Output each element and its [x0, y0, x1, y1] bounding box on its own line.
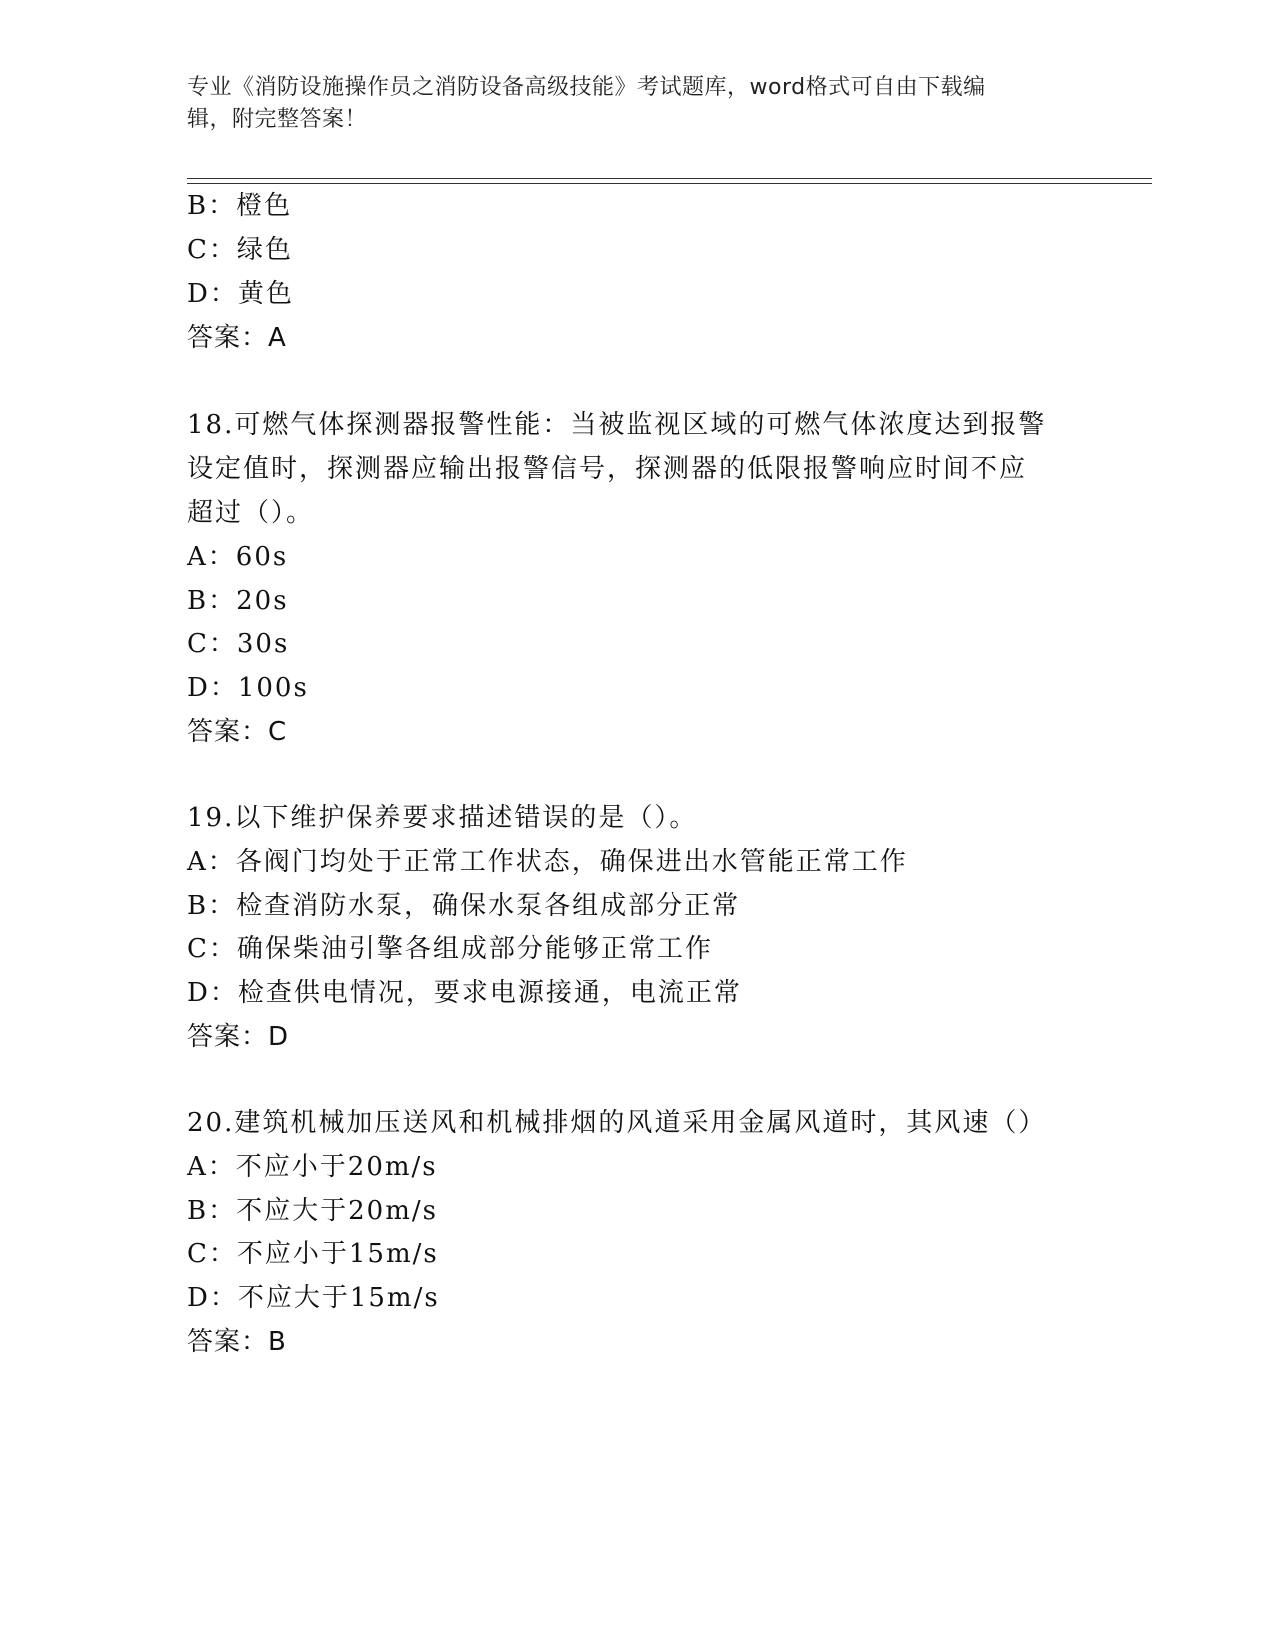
q19-option-d: D：检查供电情况，要求电源接通，电流正常	[187, 978, 742, 1008]
header-divider-top	[187, 178, 1152, 179]
q20-option-a: A：不应小于20m/s	[187, 1152, 438, 1182]
q17-option-d: D：黄色	[187, 279, 294, 309]
q20-option-d: D：不应大于15m/s	[187, 1283, 440, 1313]
q18-answer: 答案：C	[187, 717, 288, 747]
q18-stem-line-2: 设定值时，探测器应输出报警信号，探测器的低限报警响应时间不应	[187, 454, 1028, 484]
q17-option-c: C：绿色	[187, 235, 293, 265]
q17-option-b: B：橙色	[187, 191, 293, 221]
q19-option-a: A：各阀门均处于正常工作状态，确保进出水管能正常工作	[187, 847, 908, 877]
q19-stem: 19.以下维护保养要求描述错误的是（）。	[187, 803, 698, 833]
header-line-2: 辑，附完整答案！	[187, 107, 368, 132]
q18-option-b: B：20s	[187, 586, 289, 616]
q20-stem: 20.建筑机械加压送风和机械排烟的风道采用金属风道时，其风速（）	[187, 1108, 1047, 1138]
q20-option-b: B：不应大于20m/s	[187, 1196, 438, 1226]
q19-answer: 答案：D	[187, 1022, 290, 1052]
q18-option-d: D：100s	[187, 673, 309, 703]
header-divider-bottom	[187, 183, 1152, 184]
q17-answer: 答案：A	[187, 323, 287, 353]
q20-option-c: C：不应小于15m/s	[187, 1239, 439, 1269]
q18-option-c: C：30s	[187, 629, 290, 659]
q19-option-b: B：检查消防水泵，确保水泵各组成部分正常	[187, 891, 741, 921]
q18-stem-line-3: 超过（）。	[187, 498, 315, 528]
q20-answer: 答案：B	[187, 1327, 287, 1357]
q18-stem-line-1: 18.可燃气体探测器报警性能：当被监视区域的可燃气体浓度达到报警	[187, 410, 1047, 440]
header-line-1: 专业《消防设施操作员之消防设备高级技能》考试题库，word格式可自由下载编	[187, 75, 986, 100]
q18-option-a: A：60s	[187, 542, 289, 572]
page-header	[187, 72, 1067, 136]
q19-option-c: C：确保柴油引擎各组成部分能够正常工作	[187, 934, 713, 964]
